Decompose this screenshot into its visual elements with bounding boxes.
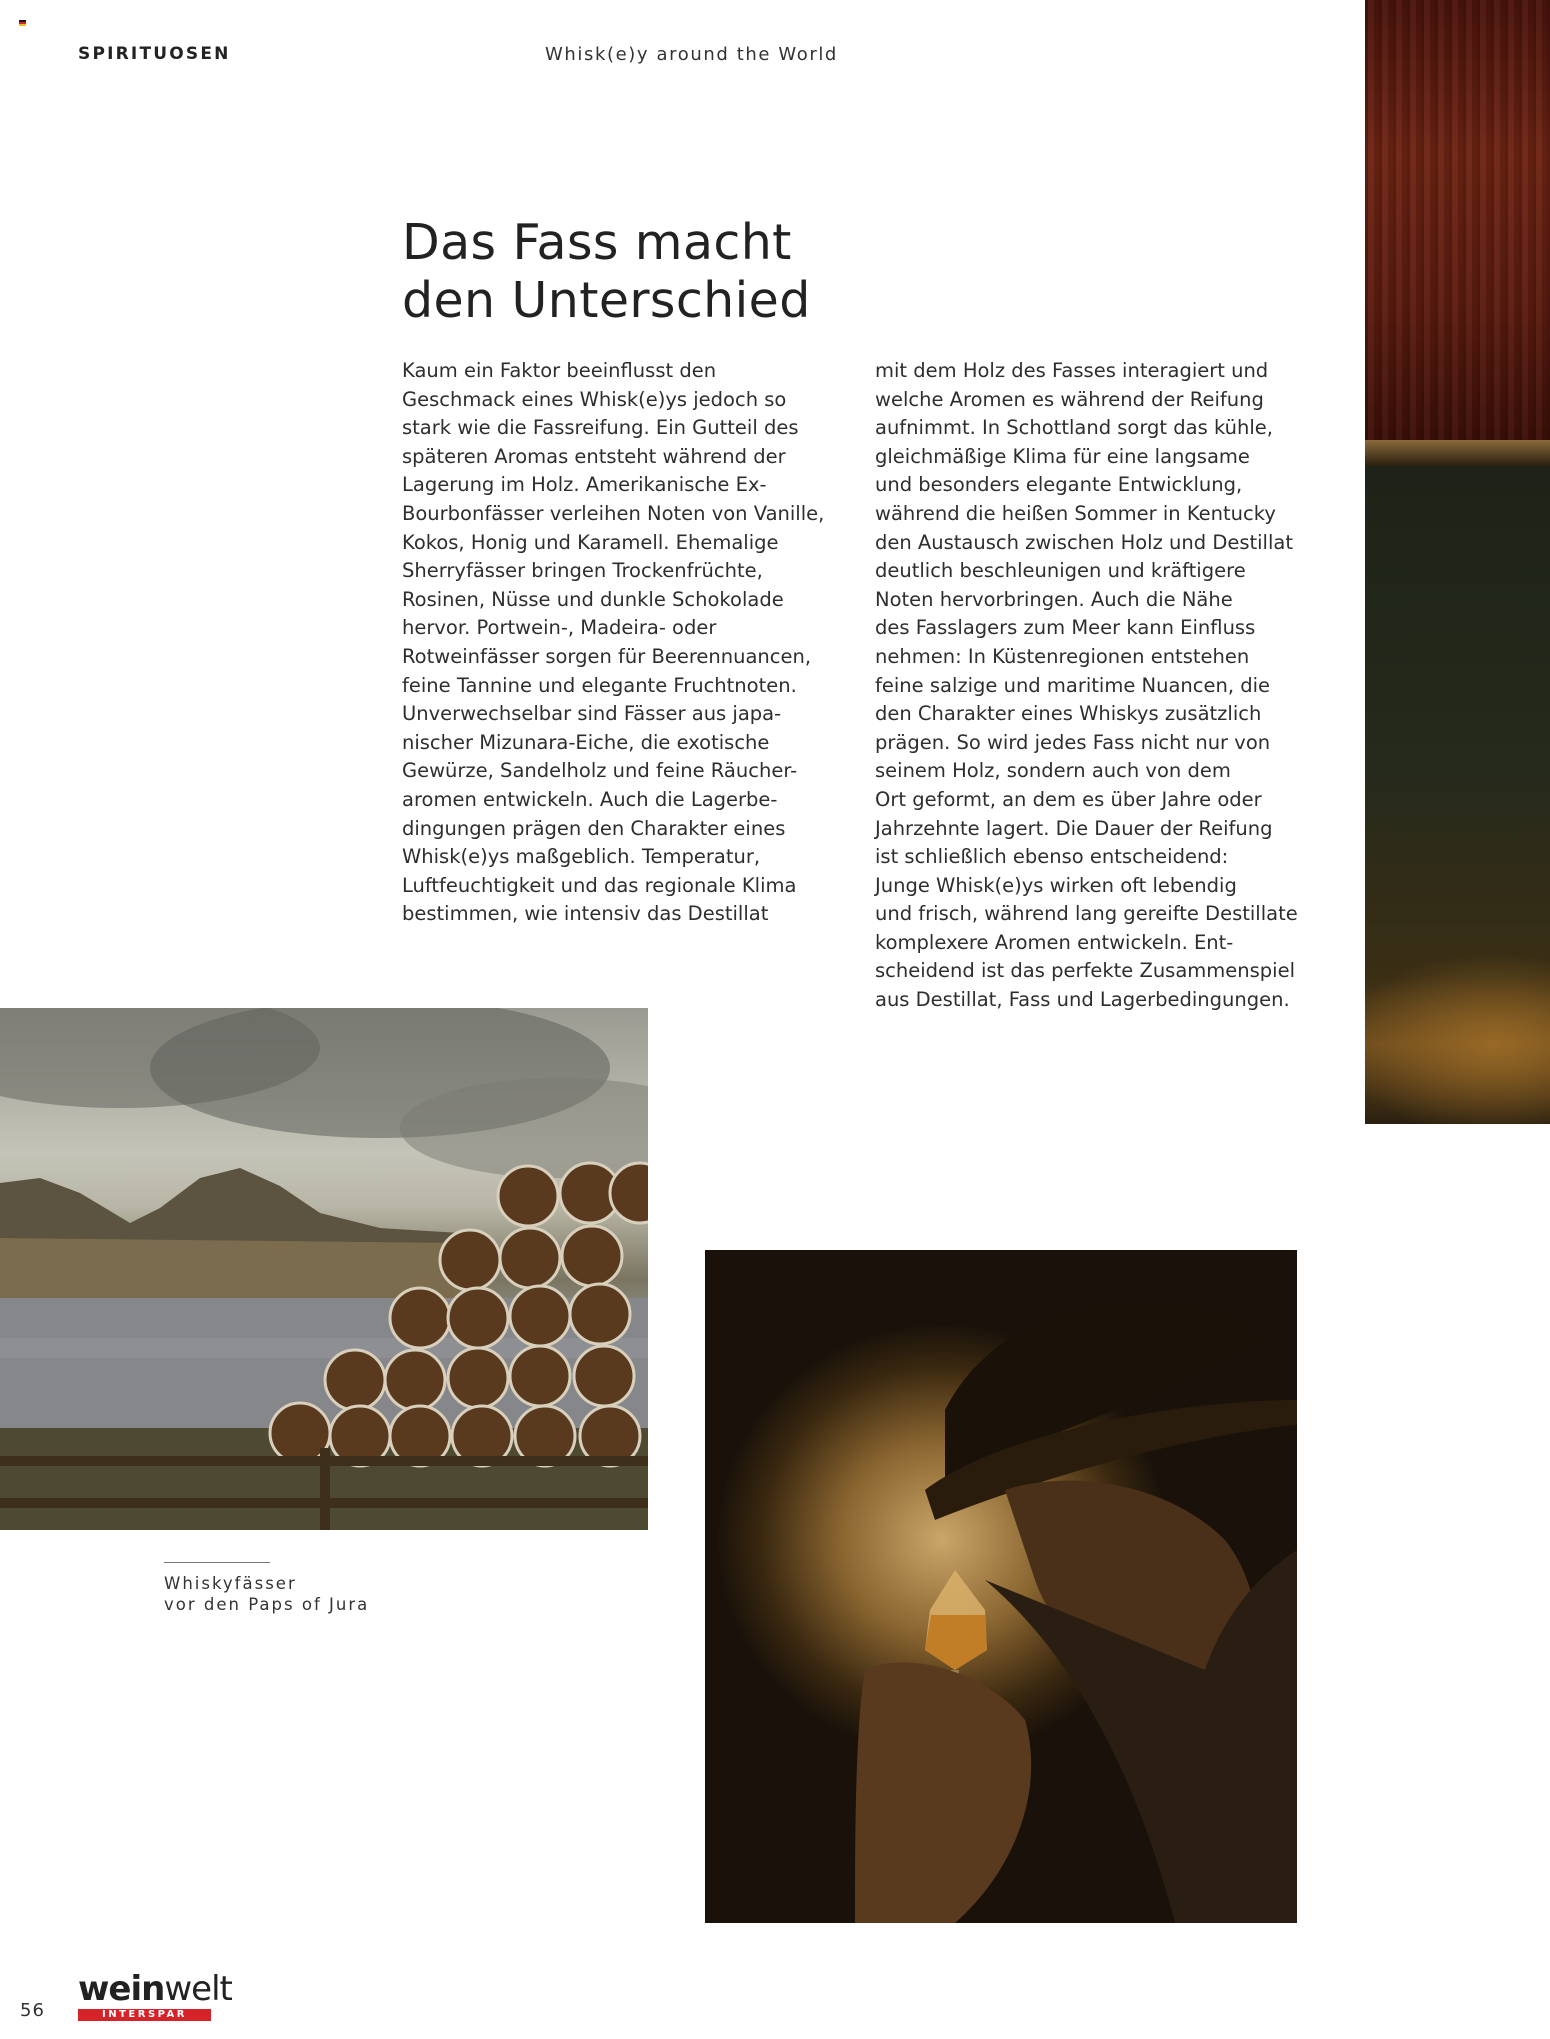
article-line: Kokos, Honig und Karamell. Ehemalige xyxy=(402,530,779,554)
headline-line-1: Das Fass macht xyxy=(402,214,792,271)
article-line: komplexere Aromen entwickeln. Ent- xyxy=(875,930,1234,954)
article-line: feine salzige und maritime Nuancen, die xyxy=(875,673,1271,697)
series-title: Whisk(e)y around the World xyxy=(545,44,838,65)
article-line: bestimmen, wie intensiv das Destillat xyxy=(402,902,769,926)
article-line: Rotweinfässer sorgen für Beerennuancen, xyxy=(402,644,812,668)
article-line: Unverwechselbar sind Fässer aus japa- xyxy=(402,702,782,726)
flag-icon xyxy=(19,20,26,26)
article-line: Geschmack eines Whisk(e)ys jedoch so xyxy=(402,387,787,411)
article-line: Gewürze, Sandelholz und feine Räucher- xyxy=(402,759,798,783)
article-line: Ort geformt, an dem es über Jahre oder xyxy=(875,787,1262,811)
caption-line-1: Whiskyfässer xyxy=(164,1574,297,1593)
article-line: Noten hervorbringen. Auch die Nähe xyxy=(875,587,1233,611)
article-line: dingungen prägen den Charakter eines xyxy=(402,816,786,840)
article-line: Kaum ein Faktor beeinflusst den xyxy=(402,359,717,382)
article-line: mit dem Holz des Fasses interagiert und xyxy=(875,359,1269,382)
article-line: stark wie die Fassreifung. Ein Gutteil des xyxy=(402,416,799,440)
article-line: Rosinen, Nüsse und dunkle Schokolade xyxy=(402,587,784,611)
article-line: nischer Mizunara-Eiche, die exotische xyxy=(402,730,770,754)
article-line: Luftfeuchtigkeit und das regionale Klima xyxy=(402,873,797,897)
article-line: den Charakter eines Whiskys zusätzlich xyxy=(875,702,1262,726)
wooden-cask-photo xyxy=(1365,0,1550,1124)
interspar-badge: INTERSPAR xyxy=(78,2009,211,2021)
article-line: deutlich beschleunigen und kräftigere xyxy=(875,559,1246,583)
article-line: aus Destillat, Fass und Lagerbedingungen. xyxy=(875,988,1290,1012)
caption-rule xyxy=(164,1562,270,1563)
article-line: und frisch, während lang gereifte Destillate xyxy=(875,902,1298,926)
article-line: Jahrzehnte lagert. Die Dauer der Reifung xyxy=(875,816,1273,840)
barrels-landscape-photo xyxy=(0,1008,648,1530)
caption-line-2: vor den Paps of Jura xyxy=(164,1595,370,1614)
article-line: Junge Whisk(e)ys wirken oft lebendig xyxy=(875,873,1237,897)
article-line: Sherryfässer bringen Trockenfrüchte, xyxy=(402,559,763,583)
weinwelt-logo xyxy=(78,1969,232,2021)
article-column-right xyxy=(875,357,1305,1015)
article-line: feine Tannine und elegante Fruchtnoten. xyxy=(402,673,797,697)
photo-caption xyxy=(164,1573,369,1615)
logo-text-regular: welt xyxy=(164,1969,232,2009)
article-line: späteren Aromas entsteht während der xyxy=(402,444,786,468)
article-line: Bourbonfässer verleihen Noten von Vanille, xyxy=(402,501,825,525)
article-line: während die heißen Sommer in Kentucky xyxy=(875,501,1276,525)
article-line: aufnimmt. In Schottland sorgt das kühle, xyxy=(875,416,1273,440)
section-label: SPIRITUOSEN xyxy=(78,44,231,64)
article-line: Whisk(e)ys maßgeblich. Temperatur, xyxy=(402,845,761,869)
article-line: scheidend ist das perfekte Zusammenspiel xyxy=(875,959,1296,983)
article-line: den Austausch zwischen Holz und Destillat xyxy=(875,530,1293,554)
article-line: Lagerung im Holz. Amerikanische Ex- xyxy=(402,473,767,497)
article-line: aromen entwickeln. Auch die Lagerbe- xyxy=(402,787,778,811)
logo-text-bold: wein xyxy=(78,1969,165,2009)
article-line: nehmen: In Küstenregionen entstehen xyxy=(875,644,1250,668)
whisky-taster-photo xyxy=(705,1250,1297,1923)
article-line: seinem Holz, sondern auch von dem xyxy=(875,759,1231,783)
article-line: prägen. So wird jedes Fass nicht nur von xyxy=(875,730,1271,754)
article-line: gleichmäßige Klima für eine langsame xyxy=(875,444,1250,468)
article-line: des Fasslagers zum Meer kann Einfluss xyxy=(875,616,1256,640)
article-line: hervor. Portwein-, Madeira- oder xyxy=(402,616,717,640)
article-column-left xyxy=(402,357,832,929)
page-number: 56 xyxy=(20,2000,45,2021)
headline-line-2: den Unterschied xyxy=(402,272,811,329)
article-line: ist schließlich ebenso entscheidend: xyxy=(875,845,1229,869)
article-headline xyxy=(402,214,811,330)
article-line: und besonders elegante Entwicklung, xyxy=(875,473,1243,497)
article-line: welche Aromen es während der Reifung xyxy=(875,387,1264,411)
